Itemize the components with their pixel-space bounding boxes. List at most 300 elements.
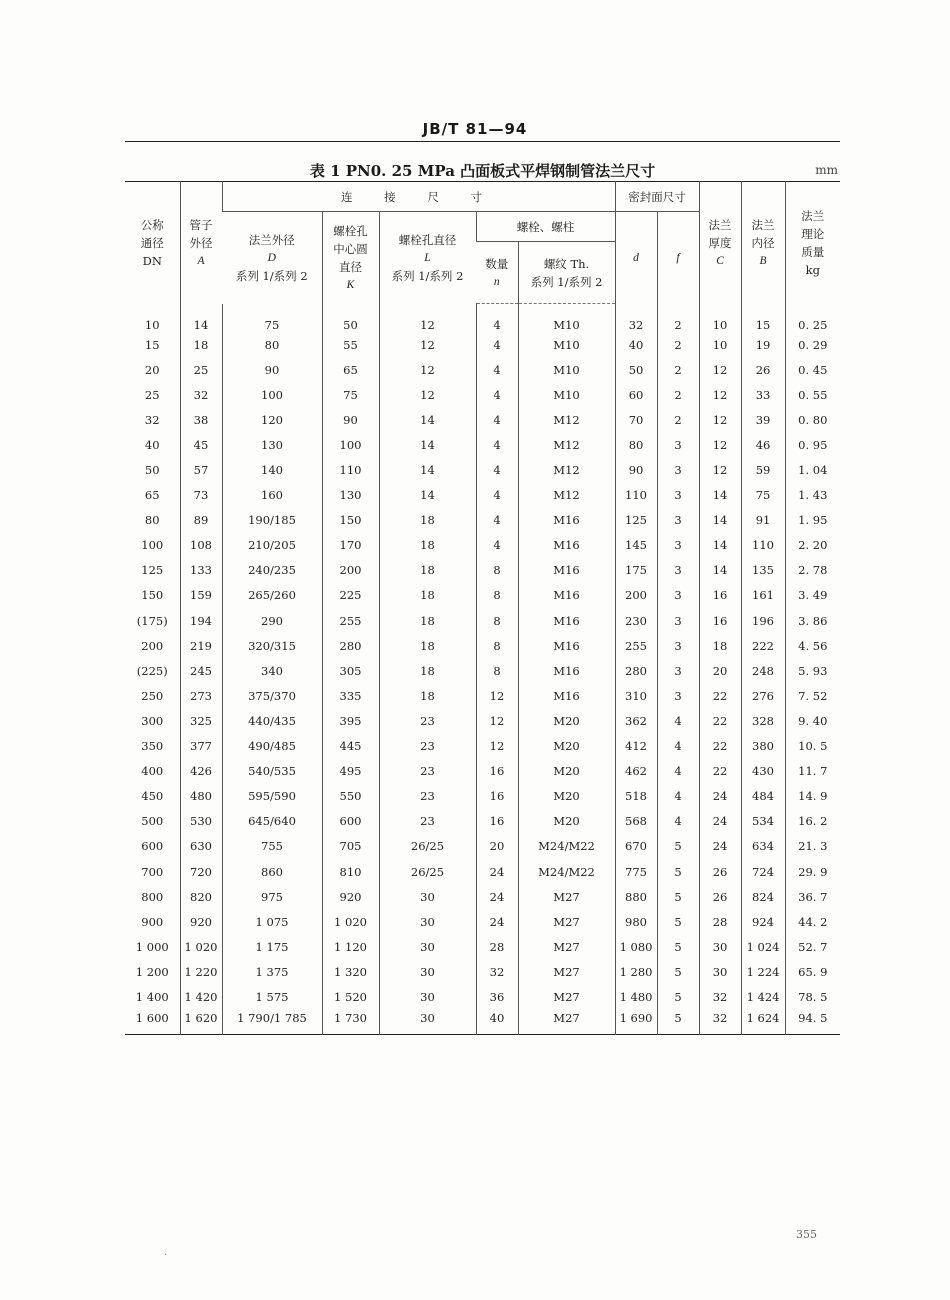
table-cell: 24 xyxy=(699,809,741,834)
table-cell: 1 620 xyxy=(180,1010,222,1035)
table-cell: 0. 25 xyxy=(785,304,840,333)
table-cell: 1 080 xyxy=(615,934,657,959)
table-cell: 12 xyxy=(699,407,741,432)
table-cell: 22 xyxy=(699,759,741,784)
table-cell: M10 xyxy=(518,382,615,407)
table-row xyxy=(125,884,840,909)
table-cell: 380 xyxy=(741,734,785,759)
table-cell: 14 xyxy=(699,533,741,558)
table-cell: 16 xyxy=(476,809,518,834)
footer-mark: . xyxy=(164,1247,168,1258)
table-cell: 8 xyxy=(476,558,518,583)
table-cell: 276 xyxy=(741,683,785,708)
table-cell: 14 xyxy=(699,508,741,533)
table-cell: 23 xyxy=(379,759,476,784)
table-cell: 150 xyxy=(141,588,164,603)
table-row xyxy=(125,533,840,558)
table-cell: 1 624 xyxy=(741,1010,785,1035)
table-cell: 59 xyxy=(741,457,785,482)
table-cell: 2 xyxy=(657,407,699,432)
table-cell: 273 xyxy=(180,683,222,708)
table-cell: 18 xyxy=(180,332,222,357)
table-cell: 362 xyxy=(615,708,657,733)
table-cell: 305 xyxy=(322,658,379,683)
table-cell: M27 xyxy=(518,884,615,909)
table-row xyxy=(125,357,840,382)
table-cell: 1 424 xyxy=(741,984,785,1009)
table-cell: 125 xyxy=(615,508,657,533)
table-cell: 30 xyxy=(379,959,476,984)
table-cell: 22 xyxy=(699,708,741,733)
table-cell: 75 xyxy=(222,304,322,333)
table-cell: 21. 3 xyxy=(785,834,840,859)
table-cell: 12 xyxy=(476,708,518,733)
table-cell: 2. 20 xyxy=(785,533,840,558)
table-cell: 94. 5 xyxy=(785,1010,840,1035)
table-cell: M20 xyxy=(518,784,615,809)
table-cell: 2. 78 xyxy=(785,558,840,583)
table-cell: 4 xyxy=(657,784,699,809)
table-cell: M16 xyxy=(518,533,615,558)
table-cell: 1 480 xyxy=(615,984,657,1009)
table-cell: M20 xyxy=(518,809,615,834)
table-cell: 377 xyxy=(180,734,222,759)
table-row xyxy=(125,683,840,708)
table-row xyxy=(125,658,840,683)
table-cell: 190/185 xyxy=(222,508,322,533)
table-cell: 65 xyxy=(144,488,160,503)
table-row xyxy=(125,382,840,407)
table-cell: 4. 56 xyxy=(785,633,840,658)
table-cell: 3. 49 xyxy=(785,583,840,608)
table-cell: 196 xyxy=(741,608,785,633)
table-cell: 32 xyxy=(615,304,657,333)
table-cell: 7. 52 xyxy=(785,683,840,708)
table-cell: 200 xyxy=(615,583,657,608)
table-cell: 3 xyxy=(657,608,699,633)
table-cell: 30 xyxy=(699,934,741,959)
table-cell: 28 xyxy=(476,934,518,959)
table-cell: 2 xyxy=(657,382,699,407)
table-cell: M10 xyxy=(518,332,615,357)
table-cell: 222 xyxy=(741,633,785,658)
table-cell: 10 xyxy=(699,304,741,333)
table-cell: 18 xyxy=(379,558,476,583)
table-cell: 16 xyxy=(699,608,741,633)
table-cell: 395 xyxy=(322,708,379,733)
table-cell: M24/M22 xyxy=(518,859,615,884)
table-cell: 26/25 xyxy=(379,834,476,859)
table-cell: 600 xyxy=(322,809,379,834)
table-cell: 540/535 xyxy=(222,759,322,784)
table-cell: 1 520 xyxy=(322,984,379,1009)
table-cell: 23 xyxy=(379,734,476,759)
table-cell: M16 xyxy=(518,583,615,608)
table-cell: M12 xyxy=(518,457,615,482)
table-cell: 30 xyxy=(699,959,741,984)
table-cell: 5 xyxy=(657,984,699,1009)
table-cell: 24 xyxy=(699,784,741,809)
header-flange-od: 法兰外径 D 系列 1/系列 2 xyxy=(235,232,308,283)
table-cell: 14 xyxy=(379,432,476,457)
table-cell: 645/640 xyxy=(222,809,322,834)
table-cell: 2 xyxy=(657,304,699,333)
table-cell: 18 xyxy=(379,533,476,558)
table-cell: 5 xyxy=(657,934,699,959)
table-row xyxy=(125,934,840,959)
header-bolt-hole: 螺栓孔直径 L 系列 1/系列 2 xyxy=(379,212,476,304)
table-cell: 30 xyxy=(379,934,476,959)
table-cell: 530 xyxy=(180,809,222,834)
table-cell: 16 xyxy=(476,759,518,784)
table-cell: 24 xyxy=(476,909,518,934)
table-cell: 70 xyxy=(615,407,657,432)
table-cell: 14 xyxy=(379,457,476,482)
table-cell: M27 xyxy=(518,959,615,984)
table-cell: 22 xyxy=(699,734,741,759)
table-cell: 630 xyxy=(180,834,222,859)
table-cell: 724 xyxy=(741,859,785,884)
table-header xyxy=(125,182,840,304)
table-cell: 194 xyxy=(180,608,222,633)
table-cell: 55 xyxy=(322,332,379,357)
table-cell: 135 xyxy=(741,558,785,583)
table-cell: 32 xyxy=(476,959,518,984)
table-cell: 1. 43 xyxy=(785,483,840,508)
table-cell: 350 xyxy=(141,739,164,754)
header-connection-group: 连 接 尺 寸 xyxy=(222,182,615,212)
table-cell: 14 xyxy=(180,304,222,333)
table-cell: 11. 7 xyxy=(785,759,840,784)
table-cell: 450 xyxy=(141,789,164,804)
table-cell: 60 xyxy=(615,382,657,407)
table-row xyxy=(125,583,840,608)
table-cell: 5 xyxy=(657,959,699,984)
table-row xyxy=(125,457,840,482)
table-cell: 340 xyxy=(222,658,322,683)
table-cell: 130 xyxy=(222,432,322,457)
table-cell: 300 xyxy=(141,713,164,728)
table-cell: 12 xyxy=(699,432,741,457)
table-cell: 1 075 xyxy=(222,909,322,934)
table-cell: M27 xyxy=(518,1010,615,1035)
table-cell: 12 xyxy=(476,734,518,759)
table-cell: 32 xyxy=(144,412,160,427)
table-cell: 8 xyxy=(476,658,518,683)
header-mass: 法兰 理论 质量 kg xyxy=(785,182,840,304)
table-cell: 1 400 xyxy=(135,989,169,1004)
table-cell: 24 xyxy=(476,884,518,909)
table-cell: 0. 55 xyxy=(785,382,840,407)
table-cell: 375/370 xyxy=(222,683,322,708)
table-cell: 4 xyxy=(476,407,518,432)
table-cell: 2 xyxy=(657,332,699,357)
table-row xyxy=(125,784,840,809)
table-cell: 1 000 xyxy=(135,939,169,954)
table-cell: 100 xyxy=(322,432,379,457)
table-cell: 125 xyxy=(141,563,164,578)
table-row xyxy=(125,809,840,834)
table-cell: M24/M22 xyxy=(518,834,615,859)
table-cell: 1 420 xyxy=(180,984,222,1009)
table-cell: 3 xyxy=(657,558,699,583)
table-cell: 5 xyxy=(657,884,699,909)
table-cell: 26/25 xyxy=(379,859,476,884)
table-cell: 3 xyxy=(657,432,699,457)
table-cell: 45 xyxy=(180,432,222,457)
table-cell: 89 xyxy=(180,508,222,533)
table-cell: 65 xyxy=(322,357,379,382)
table-cell: 412 xyxy=(615,734,657,759)
table-cell: M16 xyxy=(518,608,615,633)
table-cell: 15 xyxy=(144,337,160,352)
table-cell: 14 xyxy=(699,558,741,583)
table-cell: 1 220 xyxy=(180,959,222,984)
table-cell: 39 xyxy=(741,407,785,432)
table-cell: 18 xyxy=(379,583,476,608)
table-cell: 225 xyxy=(322,583,379,608)
table-cell: 595/590 xyxy=(222,784,322,809)
table-cell: 634 xyxy=(741,834,785,859)
table-row xyxy=(125,734,840,759)
table-cell: 18 xyxy=(379,608,476,633)
table-cell: 1 730 xyxy=(322,1010,379,1035)
table-cell: 175 xyxy=(615,558,657,583)
table-cell: 12 xyxy=(699,457,741,482)
table-cell: 3 xyxy=(657,583,699,608)
table-cell: 4 xyxy=(476,432,518,457)
table-cell: 920 xyxy=(322,884,379,909)
table-body xyxy=(125,304,840,1035)
table-cell: 219 xyxy=(180,633,222,658)
table-cell: 4 xyxy=(476,508,518,533)
table-cell: 29. 9 xyxy=(785,859,840,884)
table-cell: M12 xyxy=(518,432,615,457)
table-cell: 245 xyxy=(180,658,222,683)
table-cell: 57 xyxy=(180,457,222,482)
table-cell: 426 xyxy=(180,759,222,784)
table-cell: 46 xyxy=(741,432,785,457)
table-cell: 1 020 xyxy=(180,934,222,959)
table-cell: 4 xyxy=(657,809,699,834)
table-cell: 30 xyxy=(379,1010,476,1035)
table-row xyxy=(125,708,840,733)
table-cell: 8 xyxy=(476,633,518,658)
table-cell: 280 xyxy=(322,633,379,658)
table-cell: 3. 86 xyxy=(785,608,840,633)
table-cell: 495 xyxy=(322,759,379,784)
table-cell: 4 xyxy=(476,533,518,558)
table-row xyxy=(125,432,840,457)
table-row xyxy=(125,608,840,633)
table-cell: 490/485 xyxy=(222,734,322,759)
table-cell: 145 xyxy=(615,533,657,558)
table-cell: 568 xyxy=(615,809,657,834)
table-cell: 9. 40 xyxy=(785,708,840,733)
table-cell: 14 xyxy=(379,407,476,432)
table-cell: M10 xyxy=(518,304,615,333)
table-cell: 32 xyxy=(180,382,222,407)
table-cell: 310 xyxy=(615,683,657,708)
table-cell: 36. 7 xyxy=(785,884,840,909)
table-cell: 80 xyxy=(144,513,160,528)
table-cell: 80 xyxy=(615,432,657,457)
table-row xyxy=(125,909,840,934)
table-cell: 1 020 xyxy=(322,909,379,934)
table-cell: 4 xyxy=(657,734,699,759)
table-cell: 265/260 xyxy=(222,583,322,608)
table-cell: 75 xyxy=(741,483,785,508)
table-cell: 5. 93 xyxy=(785,658,840,683)
table-cell: 52. 7 xyxy=(785,934,840,959)
table-cell: 975 xyxy=(222,884,322,909)
table-cell: 200 xyxy=(322,558,379,583)
table-cell: 440/435 xyxy=(222,708,322,733)
table-cell: 1 575 xyxy=(222,984,322,1009)
table-cell: 5 xyxy=(657,834,699,859)
table-cell: 12 xyxy=(379,304,476,333)
table-cell: 600 xyxy=(141,839,164,854)
table-row xyxy=(125,959,840,984)
table-row xyxy=(125,633,840,658)
table-title: 表 1 PN0. 25 MPa 凸面板式平焊钢制管法兰尺寸 xyxy=(309,162,656,180)
table-cell: M20 xyxy=(518,708,615,733)
table-cell: 210/205 xyxy=(222,533,322,558)
table-cell: 30 xyxy=(379,984,476,1009)
table-cell: 1. 95 xyxy=(785,508,840,533)
table-cell: 26 xyxy=(699,859,741,884)
table-cell: 28 xyxy=(699,909,741,934)
table-cell: 18 xyxy=(699,633,741,658)
table-cell: 14 xyxy=(699,483,741,508)
table-cell: (175) xyxy=(136,613,168,628)
table-cell: 44. 2 xyxy=(785,909,840,934)
table-cell: M27 xyxy=(518,984,615,1009)
table-cell: 550 xyxy=(322,784,379,809)
table-cell: 500 xyxy=(141,814,164,829)
table-cell: 1 120 xyxy=(322,934,379,959)
table-cell: 150 xyxy=(322,508,379,533)
table-row xyxy=(125,859,840,884)
header-rule xyxy=(125,141,840,142)
table-cell: 920 xyxy=(180,909,222,934)
table-cell: 3 xyxy=(657,483,699,508)
table-cell: 3 xyxy=(657,633,699,658)
table-cell: 2 xyxy=(657,357,699,382)
table-cell: 1 200 xyxy=(135,964,169,979)
header-bolt-circle: 螺栓孔 中心圆 直径 K xyxy=(322,212,379,304)
table-cell: 50 xyxy=(322,304,379,333)
table-cell: 100 xyxy=(141,538,164,553)
table-cell: 24 xyxy=(699,834,741,859)
table-cell: 5 xyxy=(657,859,699,884)
table-cell: 12 xyxy=(379,332,476,357)
table-cell: 810 xyxy=(322,859,379,884)
table-cell: 170 xyxy=(322,533,379,558)
table-cell: 325 xyxy=(180,708,222,733)
table-cell: 0. 80 xyxy=(785,407,840,432)
table-cell: 255 xyxy=(615,633,657,658)
table-cell: 50 xyxy=(615,357,657,382)
table-cell: 22 xyxy=(699,683,741,708)
table-cell: (225) xyxy=(136,663,168,678)
table-cell: 700 xyxy=(141,864,164,879)
table-cell: 4 xyxy=(476,483,518,508)
table-cell: 90 xyxy=(222,357,322,382)
table-cell: 1 375 xyxy=(222,959,322,984)
table-cell: 3 xyxy=(657,508,699,533)
table-cell: 110 xyxy=(741,533,785,558)
table-cell: 90 xyxy=(615,457,657,482)
table-cell: 534 xyxy=(741,809,785,834)
table-cell: 430 xyxy=(741,759,785,784)
table-row xyxy=(125,558,840,583)
table-cell: 230 xyxy=(615,608,657,633)
table-cell: 25 xyxy=(180,357,222,382)
header-nominal-dn: 公称 通径 DN xyxy=(140,217,164,268)
table-cell: 26 xyxy=(699,884,741,909)
flange-dimension-table xyxy=(125,181,840,1035)
table-cell: 484 xyxy=(741,784,785,809)
table-cell: 160 xyxy=(222,483,322,508)
table-cell: 91 xyxy=(741,508,785,533)
table-unit: mm xyxy=(815,163,838,177)
table-cell: 10 xyxy=(144,317,160,332)
table-cell: 200 xyxy=(141,638,164,653)
table-cell: 120 xyxy=(222,407,322,432)
table-cell: M12 xyxy=(518,407,615,432)
table-cell: 8 xyxy=(476,583,518,608)
table-row xyxy=(125,304,840,333)
table-cell: 0. 45 xyxy=(785,357,840,382)
table-cell: 1. 04 xyxy=(785,457,840,482)
table-cell: 65. 9 xyxy=(785,959,840,984)
header-bolt-group: 螺栓、螺柱 xyxy=(476,212,615,242)
table-cell: 130 xyxy=(322,483,379,508)
table-cell: 30 xyxy=(379,909,476,934)
table-cell: 20 xyxy=(144,362,160,377)
table-cell: 18 xyxy=(379,658,476,683)
table-cell: 860 xyxy=(222,859,322,884)
table-cell: 100 xyxy=(222,382,322,407)
table-cell: 108 xyxy=(180,533,222,558)
table-cell: 462 xyxy=(615,759,657,784)
table-cell: 23 xyxy=(379,784,476,809)
table-cell: 4 xyxy=(476,304,518,333)
table-cell: 80 xyxy=(222,332,322,357)
table-row xyxy=(125,407,840,432)
table-cell: 924 xyxy=(741,909,785,934)
table-row xyxy=(125,1010,840,1035)
table-cell: 5 xyxy=(657,1010,699,1035)
table-cell: 40 xyxy=(144,437,160,452)
table-cell: 705 xyxy=(322,834,379,859)
table-cell: M16 xyxy=(518,658,615,683)
table-cell: 110 xyxy=(615,483,657,508)
table-cell: 10. 5 xyxy=(785,734,840,759)
table-cell: 900 xyxy=(141,914,164,929)
table-row xyxy=(125,332,840,357)
table-cell: 140 xyxy=(222,457,322,482)
table-cell: M27 xyxy=(518,909,615,934)
table-cell: 1 280 xyxy=(615,959,657,984)
table-cell: 14 xyxy=(379,483,476,508)
table-cell: 5 xyxy=(657,909,699,934)
table-cell: 0. 29 xyxy=(785,332,840,357)
table-cell: 1 024 xyxy=(741,934,785,959)
table-cell: 720 xyxy=(180,859,222,884)
table-cell: 480 xyxy=(180,784,222,809)
